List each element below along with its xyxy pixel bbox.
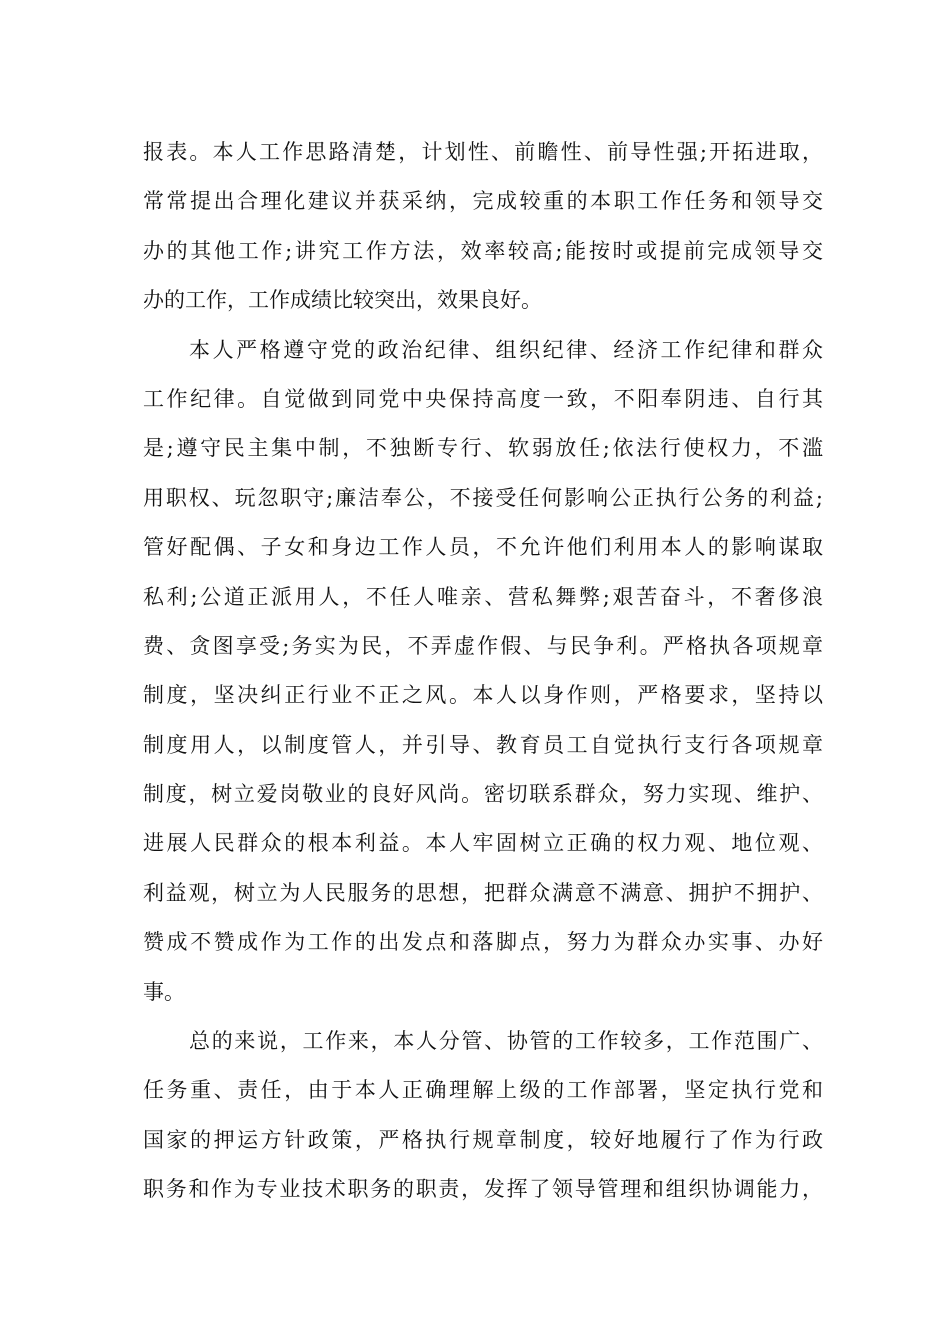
text-line: 利益观，树立为人民服务的思想，把群众满意不满意、拥护不拥护、 bbox=[143, 880, 823, 905]
text-line: 办的工作，工作成绩比较突出，效果良好。 bbox=[143, 288, 542, 313]
text-line: 制度用人，以制度管人，并引导、教育员工自觉执行支行各项规章 bbox=[143, 732, 823, 757]
text-line: 用职权、玩忽职守;廉洁奉公，不接受任何影响公正执行公务的利益; bbox=[143, 485, 823, 510]
text-line: 进展人民群众的根本利益。本人牢固树立正确的权力观、地位观、 bbox=[143, 831, 823, 856]
text-line: 职务和作为专业技术职务的职责，发挥了领导管理和组织协调能力， bbox=[143, 1177, 823, 1202]
paragraph-3 bbox=[143, 1017, 823, 1215]
text-line: 常常提出合理化建议并获采纳，完成较重的本职工作任务和领导交 bbox=[143, 189, 823, 214]
text-line: 是;遵守民主集中制，不独断专行、软弱放任;依法行使权力，不滥 bbox=[143, 436, 823, 461]
paragraph-1 bbox=[143, 128, 823, 326]
text-line: 总的来说，工作来，本人分管、协管的工作较多，工作范围广、 bbox=[189, 1029, 823, 1054]
text-line: 任务重、责任，由于本人正确理解上级的工作部署，坚定执行党和 bbox=[143, 1078, 823, 1103]
text-line: 私利;公道正派用人，不任人唯亲、营私舞弊;艰苦奋斗，不奢侈浪 bbox=[143, 584, 823, 609]
document-body bbox=[143, 128, 823, 1215]
text-line: 制度，坚决纠正行业不正之风。本人以身作则，严格要求，坚持以 bbox=[143, 683, 823, 708]
text-line: 赞成不赞成作为工作的出发点和落脚点，努力为群众办实事、办好 bbox=[143, 930, 823, 955]
text-line: 工作纪律。自觉做到同党中央保持高度一致，不阳奉阴违、自行其 bbox=[143, 386, 823, 411]
text-line: 报表。本人工作思路清楚，计划性、前瞻性、前导性强;开拓进取， bbox=[143, 140, 823, 164]
text-line: 国家的押运方针政策，严格执行规章制度，较好地履行了作为行政 bbox=[143, 1127, 823, 1152]
text-line: 事。 bbox=[143, 979, 185, 1004]
paragraph-2 bbox=[143, 326, 823, 1017]
text-line: 办的其他工作;讲究工作方法，效率较高;能按时或提前完成领导交 bbox=[143, 238, 823, 263]
text-line: 费、贪图享受;务实为民，不弄虚作假、与民争利。严格执各项规章 bbox=[143, 633, 823, 658]
text-line: 管好配偶、子女和身边工作人员，不允许他们利用本人的影响谋取 bbox=[143, 535, 823, 560]
text-line: 制度，树立爱岗敬业的良好风尚。密切联系群众，努力实现、维护、 bbox=[143, 782, 823, 807]
text-line: 本人严格遵守党的政治纪律、组织纪律、经济工作纪律和群众 bbox=[189, 337, 823, 362]
